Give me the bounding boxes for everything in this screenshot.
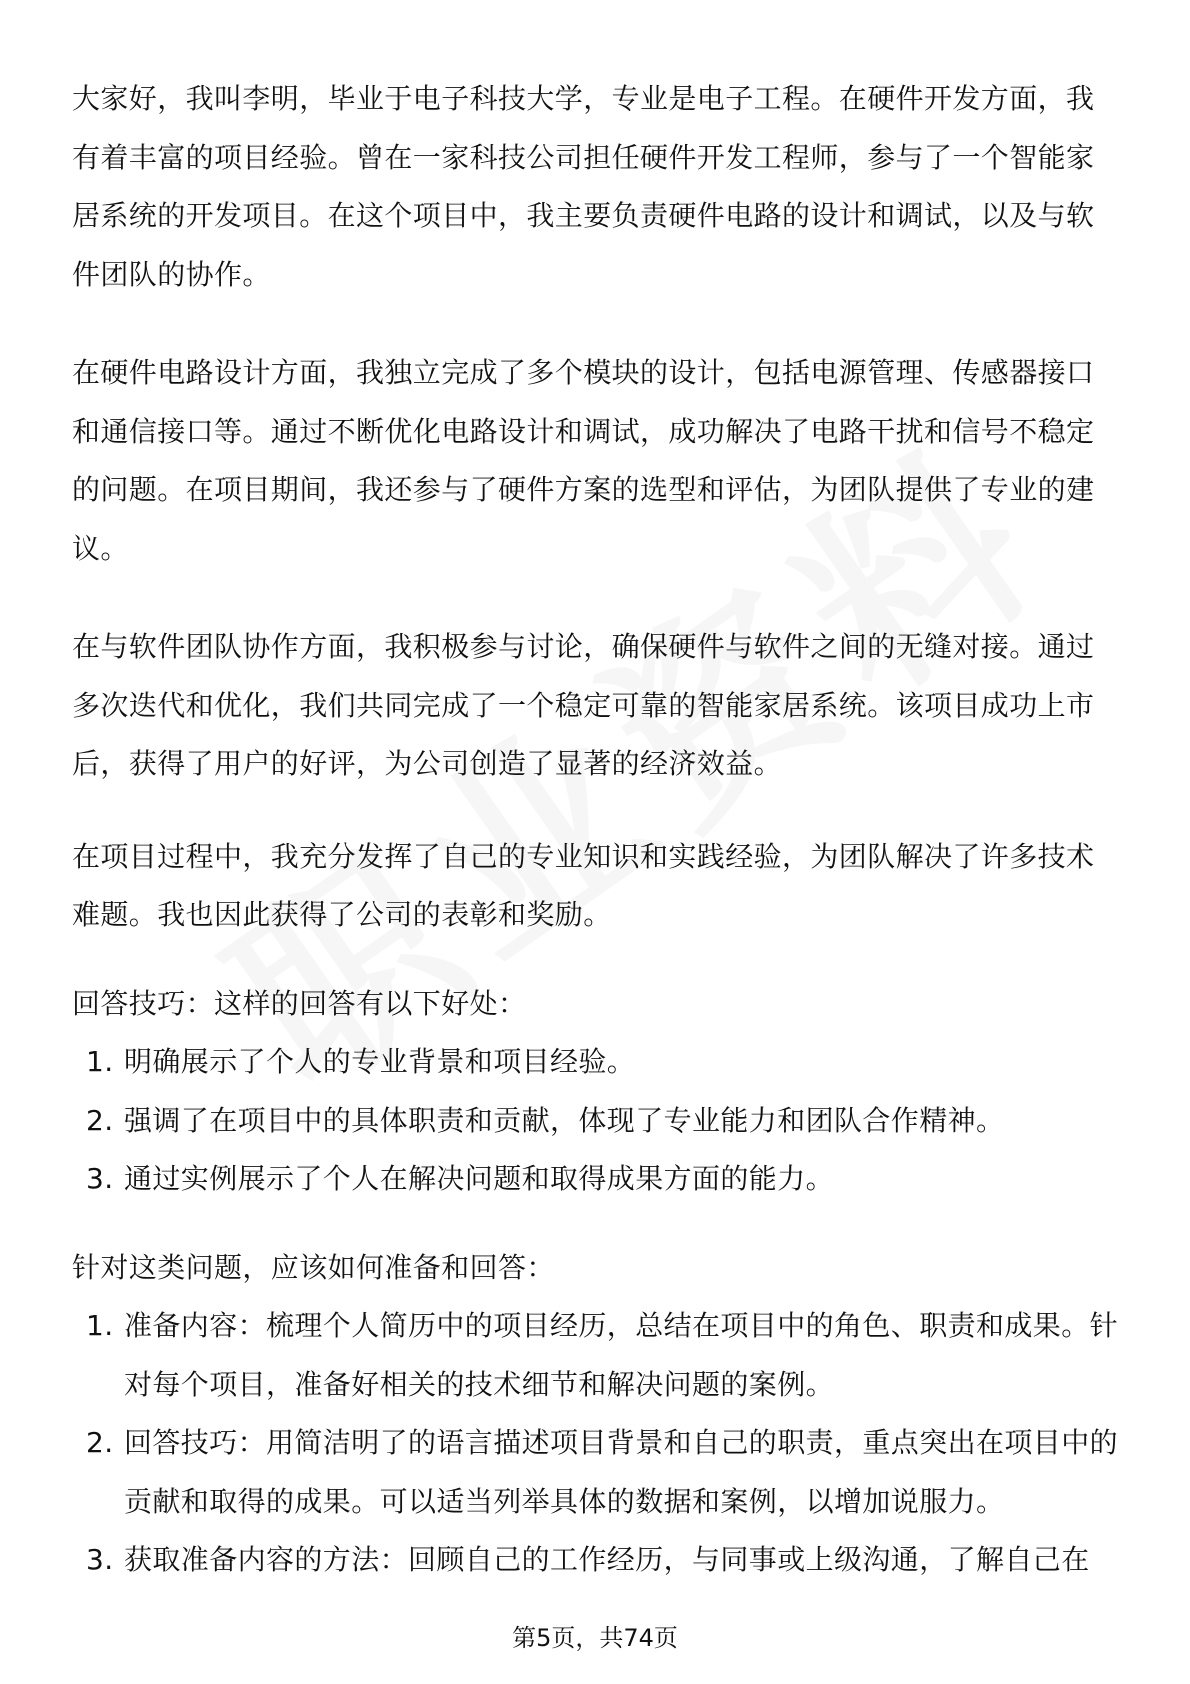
tips-heading: 回答技巧：这样的回答有以下好处： [72, 986, 527, 1020]
list-item [72, 1150, 1118, 1209]
paragraph-intro: 大家好，我叫李明，毕业于电子科技大学，专业是电子工程。在硬件开发方面，我有着丰富的项目经验。曾在一家科技公司担任硬件开发工程师，参与了一个智能家居系统的开发项目。在这个项目中，我主要负责硬件电路的设计和调试，以及与软件团队的协作。 [72, 82, 1095, 291]
tips-list [72, 1033, 1118, 1209]
list-item-text: 明确展示了个人的专业背景和项目经验。 [124, 1045, 636, 1078]
list-item-number: 3. [86, 1162, 114, 1195]
list-item [72, 1414, 1118, 1531]
list-item [72, 1092, 1118, 1151]
list-item [72, 1033, 1118, 1092]
list-item-text: 获取准备内容的方法：回顾自己的工作经历，与同事或上级沟通，了解自己在 [124, 1543, 1090, 1576]
paragraph-project-summary: 在项目过程中，我充分发挥了自己的专业知识和实践经验，为团队解决了许多技术难题。我也因此获得了公司的表彰和奖励。 [72, 839, 1095, 931]
list-item-number: 3. [86, 1543, 114, 1576]
list-item-text: 准备内容：梳理个人简历中的项目经历，总结在项目中的角色、职责和成果。针对每个项目，准备好相关的技术细节和解决问题的案例。 [124, 1309, 1119, 1401]
page-number: 第5页，共74页 [512, 1624, 678, 1652]
paragraph-software-collab: 在与软件团队协作方面，我积极参与讨论，确保硬件与软件之间的无缝对接。通过多次迭代和优化，我们共同完成了一个稳定可靠的智能家居系统。该项目成功上市后，获得了用户的好评，为公司创造了显著的经济效益。 [72, 630, 1095, 780]
list-item [72, 1531, 1118, 1590]
list-item-number: 1. [86, 1309, 114, 1342]
prep-list [72, 1297, 1118, 1590]
paragraph-circuit-design: 在硬件电路设计方面，我独立完成了多个模块的设计，包括电源管理、传感器接口和通信接口等。通过不断优化电路设计和调试，成功解决了电路干扰和信号不稳定的问题。在项目期间，我还参与了硬件方案的选型和评估，为团队提供了专业的建议。 [72, 356, 1095, 565]
list-item-text: 通过实例展示了个人在解决问题和取得成果方面的能力。 [124, 1162, 835, 1195]
list-item-number: 1. [86, 1045, 114, 1078]
list-item-text: 回答技巧：用简洁明了的语言描述项目背景和自己的职责，重点突出在项目中的贡献和取得的成果。可以适当列举具体的数据和案例，以增加说服力。 [124, 1426, 1119, 1518]
prep-heading: 针对这类问题，应该如何准备和回答： [72, 1250, 555, 1284]
list-item [72, 1297, 1118, 1414]
document-page [72, 70, 1118, 1590]
list-item-number: 2. [86, 1426, 114, 1459]
list-item-number: 2. [86, 1103, 114, 1137]
list-item-text: 强调了在项目中的具体职责和贡献，体现了专业能力和团队合作精神。 [124, 1103, 1005, 1137]
